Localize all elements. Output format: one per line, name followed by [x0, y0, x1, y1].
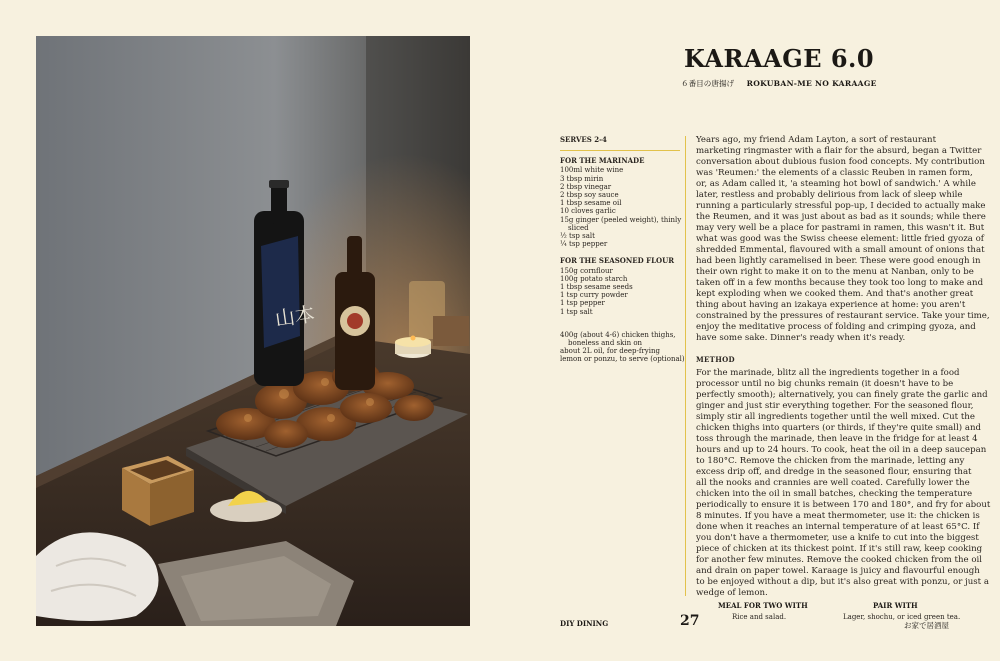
subtitle-japanese: ６番目の唐揚げ [681, 79, 735, 88]
method-line: excess drip off, and dredge in the seasoned flour, ensuring that [696, 467, 972, 477]
intro-line: thing about having an izakaya experience at home: you aren't [696, 300, 966, 310]
ingredient-line: 400g (about 4-6) chicken thighs, [560, 330, 676, 339]
intro-line: the Reumen, and it was just about as bad as it sounds; while there [696, 212, 986, 222]
method-line: chicken into the oil in small batches, checking the temperature [696, 489, 973, 499]
ingredient-line: 1 tsp pepper [560, 299, 605, 308]
intro-line: may very well be a place for pastrami in ramen, this wasn't it. But [696, 223, 985, 233]
ingredient-line: lemon or ponzu, to serve (optional) [560, 355, 685, 364]
pair-text: Lager, shochu, or iced green tea. [843, 613, 961, 621]
subtitle-romaji: ROKUBAN-ME NO KARAAGE [746, 79, 877, 88]
method-line: 8 minutes. If you have a meat thermometer, use it: the chicken is [696, 511, 980, 521]
method-line: perfectly smooth); alternatively, you can finely grate the garlic and [696, 390, 988, 400]
intro-line: have some sake. Dinner's ready when it's ready. [696, 333, 906, 343]
intro-line: what was good was the Swiss cheese element: little fried gyoza of [696, 234, 984, 244]
method-line: to 180°C. Remove the chicken from the marinade, letting any [696, 456, 965, 466]
book-title-folio: お家で居酒屋 [904, 621, 949, 630]
intro-line: running a particularly stressful pop-up, I decided to actually make [696, 201, 986, 211]
meal-text: Rice and salad. [732, 613, 787, 621]
intro-line: marketing ringmaster with a flair for the absurd, began a Twitter [696, 146, 982, 156]
method-line: for another few minutes. Remove the cooked chicken from the oil [696, 555, 983, 565]
ingredients-column [560, 135, 685, 364]
intro-line: enjoy the meditative process of folding and crimping gyoza, and [696, 322, 976, 332]
ingredient-line: 10 cloves garlic [560, 207, 616, 216]
intro-line: later, restless and probably delirious from lack of sleep while [696, 190, 963, 200]
intro-text [696, 135, 990, 344]
ingredient-line: 1 tbsp sesame oil [560, 199, 622, 208]
marinade-heading: FOR THE MARINADE [560, 156, 645, 166]
ingredient-line: about 2L oil, for deep-frying [560, 347, 660, 356]
ingredient-line: 1 tsp salt [560, 307, 593, 316]
page-number: 27 [680, 613, 700, 629]
ingredient-line: 1 tsp curry powder [560, 291, 628, 300]
method-line: chicken thighs into quarters (or thirds, if they're quite small) and [696, 423, 982, 433]
ingredient-line: 1 tbsp sesame seeds [560, 283, 633, 292]
ingredient-line: sliced [568, 223, 589, 232]
bottle-label-text: 山本 [273, 301, 317, 331]
method-text [696, 368, 991, 599]
method-line: toss through the marinade, then leave in the fridge for at least 4 [696, 434, 978, 444]
intro-line: or, as Adam called it, 'a steaming hot bowl of sandwich.' A while [696, 179, 976, 189]
ingredient-line: 100g potato starch [560, 274, 628, 283]
method-line: processor until no big chunks remain (it doesn't have to be [696, 379, 954, 389]
method-line: hours and up to 24 hours. To cook, heat the oil in a deep saucepan [696, 445, 987, 455]
method-line: periodically to ensure it is between 170 and 180°, and fry for about [696, 500, 991, 510]
serves-label: SERVES 2-4 [560, 135, 607, 144]
recipe-photo [36, 36, 470, 626]
intro-line: was 'Reumen:' the elements of a classic Reuben in ramen form, [696, 168, 973, 178]
ingredient-line: ½ tsp salt [560, 232, 595, 241]
intro-line: kept exploding when we cooked them. And that's another great [696, 289, 974, 299]
intro-line: constrained by the pressures of restaurant service. Take your time, [696, 311, 990, 321]
ingredient-line: 2 tbsp soy sauce [560, 191, 619, 200]
pair-heading: PAIR WITH [873, 601, 918, 610]
ingredient-line: 3 tbsp mirin [560, 174, 604, 183]
method-line: all the nooks and crannies are well coated. Carefully lower the [696, 478, 970, 488]
ingredient-line: 100ml white wine [560, 166, 624, 175]
method-line: piece of chicken at its thickest point. If it's still raw, keep cooking [696, 544, 983, 554]
ingredient-line: 150g cornflour [560, 266, 613, 275]
intro-line: had been lightly caramelised in beer. These were good enough in [696, 256, 981, 266]
method-heading: METHOD [696, 355, 735, 364]
intro-line: shredded Emmental, flavoured with a small amount of onions that [696, 245, 985, 255]
column-divider [685, 136, 686, 596]
method-line: and drain on paper towel. Karaage is juicy and flavourful enough [696, 566, 980, 576]
flour-heading: FOR THE SEASONED FLOUR [560, 256, 675, 266]
method-line: ginger and just stir everything together. For the seasoned flour, [696, 401, 974, 411]
method-line: to be enjoyed without a dip, but it's also great with ponzu, or just a [696, 577, 989, 587]
method-line: For the marinade, blitz all the ingredients together in a food [696, 368, 960, 378]
intro-line: conversation about dubious fusion food concepts. My contribution [696, 157, 985, 167]
ingredient-line: ¼ tsp pepper [560, 240, 608, 249]
method-line: you don't have a thermometer, use a knife to cut into the biggest [696, 533, 979, 543]
method-line: done when it reaches an internal temperature of at least 65°C. If [696, 522, 980, 532]
method-line: wedge of lemon. [696, 588, 768, 598]
recipe-subtitle [681, 78, 941, 89]
meal-heading: MEAL FOR TWO WITH [718, 601, 808, 610]
ingredient-line: 2 tbsp vinegar [560, 182, 612, 191]
ingredient-line: 15g ginger (peeled weight), thinly [560, 215, 682, 224]
intro-line: their own right to make it on to the menu at Nanban, only to be [696, 267, 974, 277]
intro-line: taken off in a few months because they took too long to make and [696, 278, 984, 288]
intro-line: Years ago, my friend Adam Layton, a sort of restaurant [696, 135, 937, 145]
method-line: simply stir all ingredients together until the well mixed. Cut the [696, 412, 975, 422]
karaage-still-life-illustration [36, 36, 470, 626]
recipe-title: KARAAGE 6.0 [684, 44, 875, 73]
section-folio: DIY DINING [560, 619, 609, 628]
ingredient-line: boneless and skin on [568, 339, 643, 348]
